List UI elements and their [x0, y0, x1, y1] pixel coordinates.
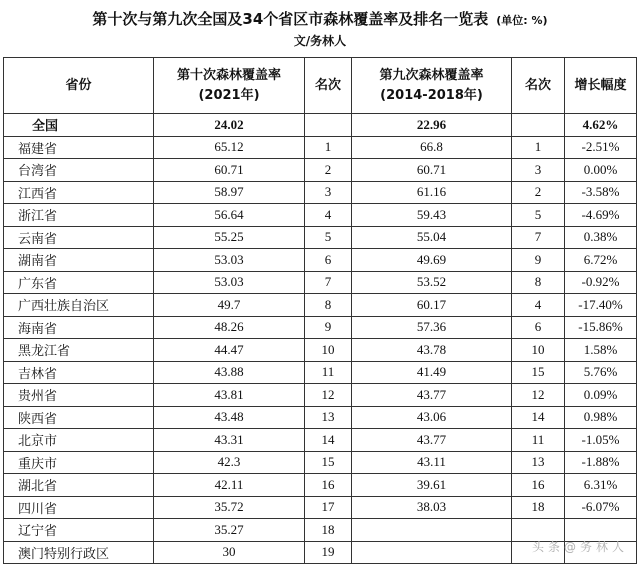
cell-ninth: [352, 519, 512, 542]
cell-ninth: 43.77: [352, 384, 512, 407]
cell-growth: 4.62%: [565, 114, 637, 137]
cell-ninth: 61.16: [352, 181, 512, 204]
cell-growth: 0.98%: [565, 406, 637, 429]
cell-rank10: 6: [305, 249, 352, 272]
cell-province: 澳门特别行政区: [4, 541, 154, 564]
cell-ninth: 53.52: [352, 271, 512, 294]
cell-rank9: 1: [512, 136, 565, 159]
cell-province: 广西壮族自治区: [4, 294, 154, 317]
cell-province: 福建省: [4, 136, 154, 159]
cell-ninth: 39.61: [352, 474, 512, 497]
cell-province: 江西省: [4, 181, 154, 204]
cell-growth: -6.07%: [565, 496, 637, 519]
cell-ninth: 43.11: [352, 451, 512, 474]
col-province: 省份: [4, 58, 154, 114]
cell-tenth: 49.7: [154, 294, 305, 317]
cell-rank10: 13: [305, 406, 352, 429]
cell-rank9: 5: [512, 204, 565, 227]
cell-province: 云南省: [4, 226, 154, 249]
cell-rank10: 8: [305, 294, 352, 317]
cell-growth: -0.92%: [565, 271, 637, 294]
cell-rank9: 4: [512, 294, 565, 317]
cell-ninth: 59.43: [352, 204, 512, 227]
cell-growth: 0.38%: [565, 226, 637, 249]
cell-province: 贵州省: [4, 384, 154, 407]
cell-ninth: 43.77: [352, 429, 512, 452]
cell-rank10: 18: [305, 519, 352, 542]
cell-tenth: 44.47: [154, 339, 305, 362]
table-row: [4, 474, 637, 497]
cell-tenth: 35.27: [154, 519, 305, 542]
cell-rank9: 2: [512, 181, 565, 204]
cell-tenth: 30: [154, 541, 305, 564]
cell-tenth: 42.11: [154, 474, 305, 497]
col-growth: 增长幅度: [565, 58, 637, 114]
col-ninth: 第九次森林覆盖率 (2014-2018年): [352, 58, 512, 114]
cell-rank10: 16: [305, 474, 352, 497]
col-rank10: 名次: [305, 58, 352, 114]
cell-rank10: 17: [305, 496, 352, 519]
cell-tenth: 60.71: [154, 159, 305, 182]
cell-ninth: 22.96: [352, 114, 512, 137]
forest-coverage-table: [3, 57, 637, 564]
cell-tenth: 35.72: [154, 496, 305, 519]
cell-tenth: 43.31: [154, 429, 305, 452]
cell-ninth: 41.49: [352, 361, 512, 384]
cell-province: 北京市: [4, 429, 154, 452]
table-row: [4, 226, 637, 249]
cell-growth: 5.76%: [565, 361, 637, 384]
cell-growth: 1.58%: [565, 339, 637, 362]
cell-rank10: 5: [305, 226, 352, 249]
cell-tenth: 43.81: [154, 384, 305, 407]
table-row: [4, 316, 637, 339]
cell-ninth: 38.03: [352, 496, 512, 519]
cell-rank9: 6: [512, 316, 565, 339]
table-row: [4, 339, 637, 362]
cell-tenth: 58.97: [154, 181, 305, 204]
cell-rank9: 16: [512, 474, 565, 497]
cell-province: 四川省: [4, 496, 154, 519]
cell-tenth: 56.64: [154, 204, 305, 227]
cell-growth: 0.09%: [565, 384, 637, 407]
cell-growth: -1.88%: [565, 451, 637, 474]
cell-ninth: [352, 541, 512, 564]
cell-growth: -15.86%: [565, 316, 637, 339]
cell-rank9: 13: [512, 451, 565, 474]
cell-growth: 6.72%: [565, 249, 637, 272]
table-row: [4, 451, 637, 474]
cell-province: 广东省: [4, 271, 154, 294]
title-text: 第十次与第九次全国及34个省区市森林覆盖率及排名一览表: [92, 10, 488, 28]
cell-tenth: 48.26: [154, 316, 305, 339]
cell-ninth: 60.17: [352, 294, 512, 317]
table-row: [4, 429, 637, 452]
table-row-total: [4, 114, 637, 137]
cell-rank10: 7: [305, 271, 352, 294]
cell-tenth: 55.25: [154, 226, 305, 249]
cell-tenth: 43.88: [154, 361, 305, 384]
cell-province: 浙江省: [4, 204, 154, 227]
table-row: [4, 496, 637, 519]
cell-province: 海南省: [4, 316, 154, 339]
table-row: [4, 159, 637, 182]
cell-rank10: 1: [305, 136, 352, 159]
cell-province: 台湾省: [4, 159, 154, 182]
col-tenth: 第十次森林覆盖率 (2021年): [154, 58, 305, 114]
cell-rank9: 7: [512, 226, 565, 249]
table-row: [4, 136, 637, 159]
cell-province: 湖北省: [4, 474, 154, 497]
cell-ninth: 66.8: [352, 136, 512, 159]
table-row: [4, 406, 637, 429]
cell-growth: 6.31%: [565, 474, 637, 497]
cell-growth: -2.51%: [565, 136, 637, 159]
table-row: [4, 361, 637, 384]
col-rank9: 名次: [512, 58, 565, 114]
header-row: [4, 58, 637, 114]
cell-province: 湖南省: [4, 249, 154, 272]
cell-rank10: 9: [305, 316, 352, 339]
watermark: 头条@务林人: [532, 538, 628, 555]
cell-rank9: 11: [512, 429, 565, 452]
cell-tenth: 65.12: [154, 136, 305, 159]
cell-rank10: 14: [305, 429, 352, 452]
cell-ninth: 49.69: [352, 249, 512, 272]
cell-ninth: 60.71: [352, 159, 512, 182]
cell-rank10: 2: [305, 159, 352, 182]
cell-rank9: 18: [512, 496, 565, 519]
cell-rank9: 8: [512, 271, 565, 294]
cell-rank10: 12: [305, 384, 352, 407]
cell-rank9: 10: [512, 339, 565, 362]
cell-province: 吉林省: [4, 361, 154, 384]
table-row: [4, 249, 637, 272]
unit-label: (单位: %): [496, 14, 547, 27]
cell-growth: -17.40%: [565, 294, 637, 317]
cell-ninth: 43.06: [352, 406, 512, 429]
cell-province: 重庆市: [4, 451, 154, 474]
cell-growth: -3.58%: [565, 181, 637, 204]
cell-growth: -4.69%: [565, 204, 637, 227]
cell-rank9: 15: [512, 361, 565, 384]
cell-rank10: 15: [305, 451, 352, 474]
cell-rank10: 11: [305, 361, 352, 384]
cell-rank10: 19: [305, 541, 352, 564]
cell-tenth: 43.48: [154, 406, 305, 429]
cell-ninth: 43.78: [352, 339, 512, 362]
cell-rank9: 9: [512, 249, 565, 272]
cell-growth: 0.00%: [565, 159, 637, 182]
cell-rank10: 3: [305, 181, 352, 204]
cell-tenth: 42.3: [154, 451, 305, 474]
cell-tenth: 53.03: [154, 249, 305, 272]
table-row: [4, 271, 637, 294]
cell-rank10: [305, 114, 352, 137]
cell-province: 黑龙江省: [4, 339, 154, 362]
cell-rank10: 10: [305, 339, 352, 362]
table-row: [4, 294, 637, 317]
cell-ninth: 55.04: [352, 226, 512, 249]
cell-province: 陕西省: [4, 406, 154, 429]
cell-rank9: 12: [512, 384, 565, 407]
table-title: [0, 8, 640, 29]
table-row: [4, 384, 637, 407]
cell-rank9: 14: [512, 406, 565, 429]
cell-rank9: [512, 114, 565, 137]
author-label: 文/务林人: [0, 32, 640, 49]
cell-rank9: 3: [512, 159, 565, 182]
table-row: [4, 181, 637, 204]
cell-tenth: 24.02: [154, 114, 305, 137]
cell-province: 辽宁省: [4, 519, 154, 542]
table-row: [4, 204, 637, 227]
cell-growth: -1.05%: [565, 429, 637, 452]
cell-ninth: 57.36: [352, 316, 512, 339]
cell-rank10: 4: [305, 204, 352, 227]
cell-province: 全国: [4, 114, 154, 137]
cell-tenth: 53.03: [154, 271, 305, 294]
